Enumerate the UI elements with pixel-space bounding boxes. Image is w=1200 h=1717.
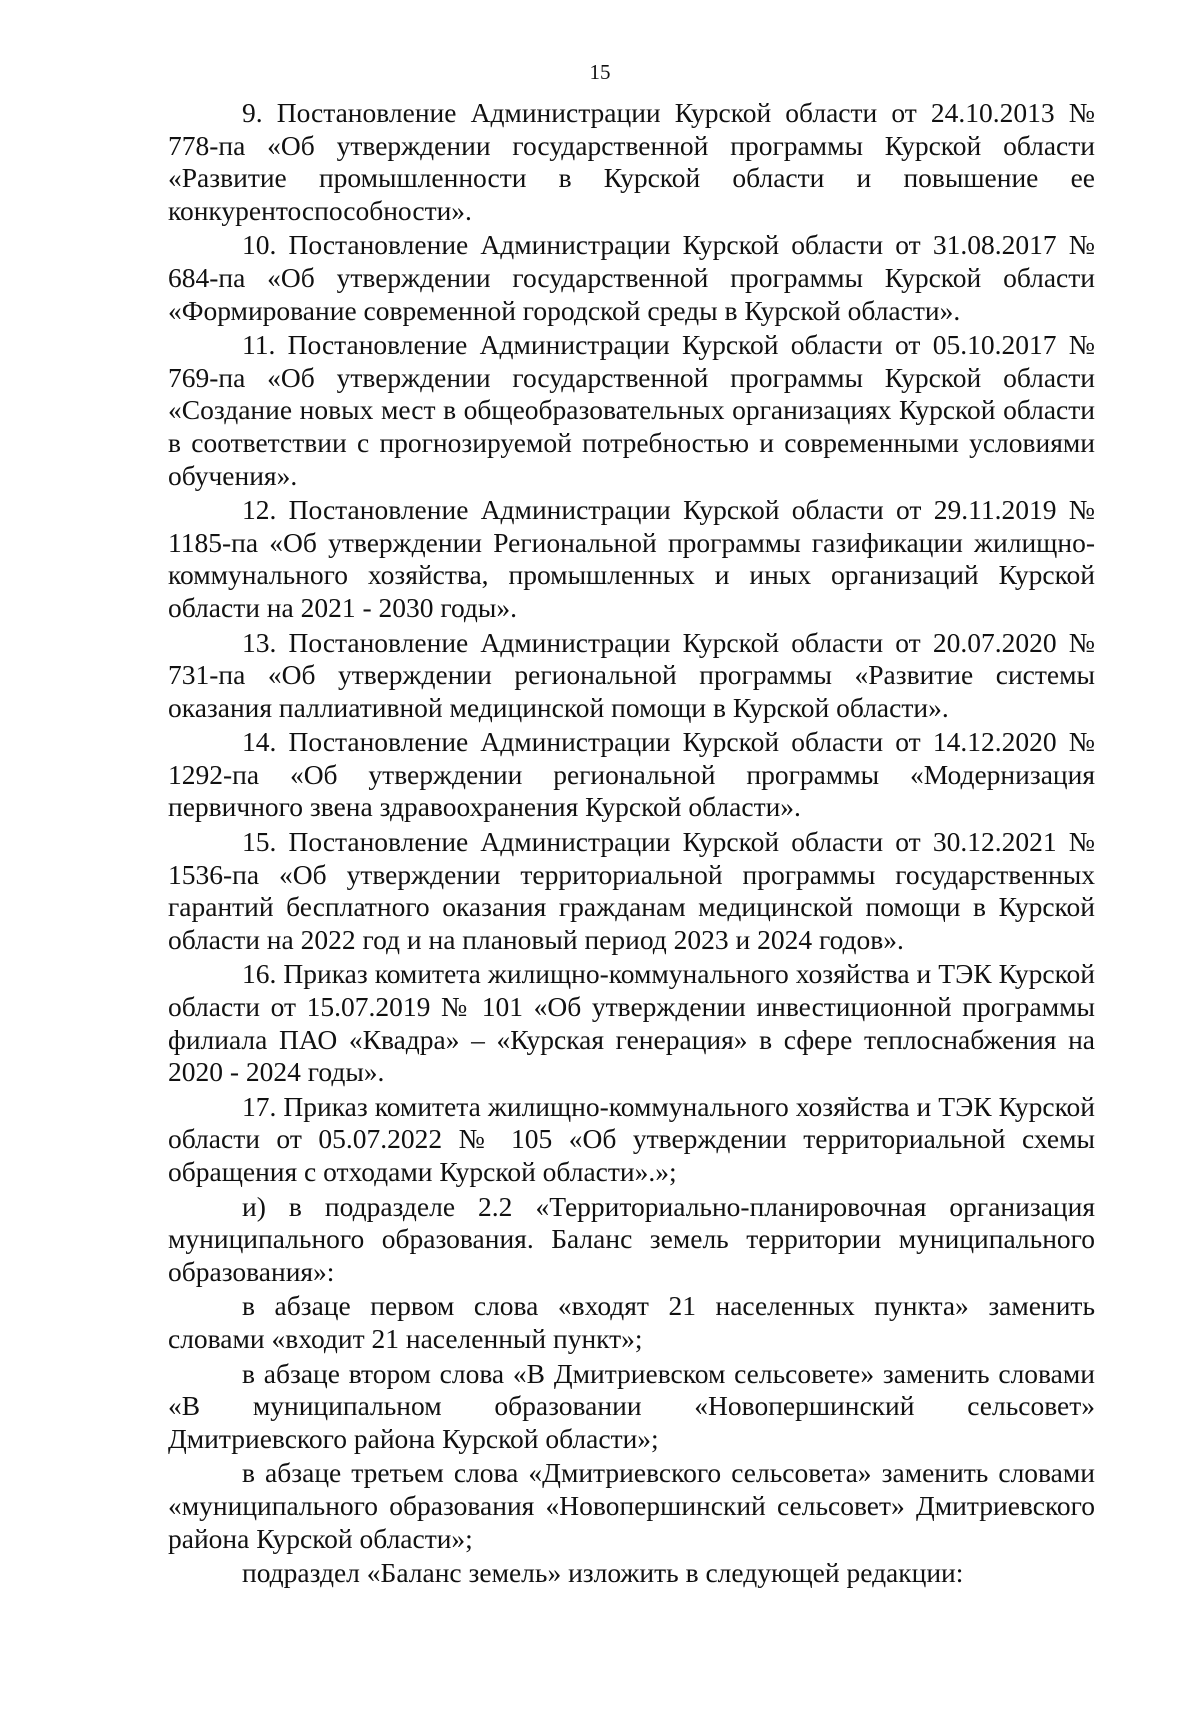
paragraph-land-balance: подраздел «Баланс земель» изложить в следующей редакции: (242, 1557, 964, 1589)
paragraph-subsection-2-2: и) в подразделе 2.2 «Территориально-планировочная организация муниципального образования. Баланс земель территории муниципального образования»: (168, 1190, 1095, 1287)
paragraph-item-14: 14. Постановление Администрации Курской области от 14.12.2020 № 1292-па «Об утверждении региональной программы «Модернизация первичного звена здравоохранения Курской области». (168, 726, 1095, 823)
page-number: 15 (589, 60, 611, 84)
paragraph-third-abzac: в абзаце третьем слова «Дмитриевского сельсовета» заменить словами «муниципального образования «Новопершинский сельсовет» Дмитриевского района Курской области»; (168, 1457, 1095, 1554)
paragraph-item-15: 15. Постановление Администрации Курской области от 30.12.2021 № 1536-па «Об утверждении территориальной программы государственных гарантий бесплатного оказания гражданам медицинской помощи в Курской области на 2022 год и на плановый период 2023 и 2024 годов». (168, 826, 1095, 955)
paragraph-item-17: 17. Приказ комитета жилищно-коммунального хозяйства и ТЭК Курской области от 05.07.2022 № 105 «Об утверждении территориальной схемы обращения с отходами Курской области».»; (168, 1090, 1095, 1187)
paragraph-item-10: 10. Постановление Администрации Курской области от 31.08.2017 № 684-па «Об утверждении государственной программы Курской области «Формирование современной городской среды в Курской области». (168, 229, 1095, 326)
paragraph-item-13: 13. Постановление Администрации Курской области от 20.07.2020 № 731-па «Об утверждении региональной программы «Развитие системы оказания паллиативной медицинской помощи в Курской области». (168, 626, 1095, 723)
paragraph-item-16: 16. Приказ комитета жилищно-коммунального хозяйства и ТЭК Курской области от 15.07.2019 № 101 «Об утверждении инвестиционной программы филиала ПАО «Квадра» – «Курская генерация» в сфере теплоснабжения на 2020 - 2024 годы». (168, 958, 1095, 1088)
paragraph-item-11: 11. Постановление Администрации Курской области от 05.10.2017 № 769-па «Об утверждении государственной программы Курской области «Создание новых мест в общеобразовательных организациях Курской области в соответствии с прогнозируемой потребностью и современными условиями обучения». (168, 329, 1095, 491)
document-body (168, 97, 1095, 1592)
paragraph-item-9: 9. Постановление Администрации Курской области от 24.10.2013 № 778-па «Об утверждении государственной программы Курской области «Развитие промышленности в Курской области и повышение ее конкурентоспособности». (168, 97, 1095, 226)
paragraph-second-abzac: в абзаце втором слова «В Дмитриевском сельсовете» заменить словами «В муниципальном образовании «Новопершинский сельсовет» Дмитриевского района Курской области»; (168, 1357, 1095, 1454)
paragraph-first-abzac: в абзаце первом слова «входят 21 населенных пункта» заменить словами «входит 21 населенный пункт»; (168, 1290, 1095, 1354)
paragraph-item-12: 12. Постановление Администрации Курской области от 29.11.2019 № 1185-па «Об утверждении Региональной программы газификации жилищно-коммунального хозяйства, промышленных и иных организаций Курской области на 2021 - 2030 годы». (168, 494, 1095, 623)
